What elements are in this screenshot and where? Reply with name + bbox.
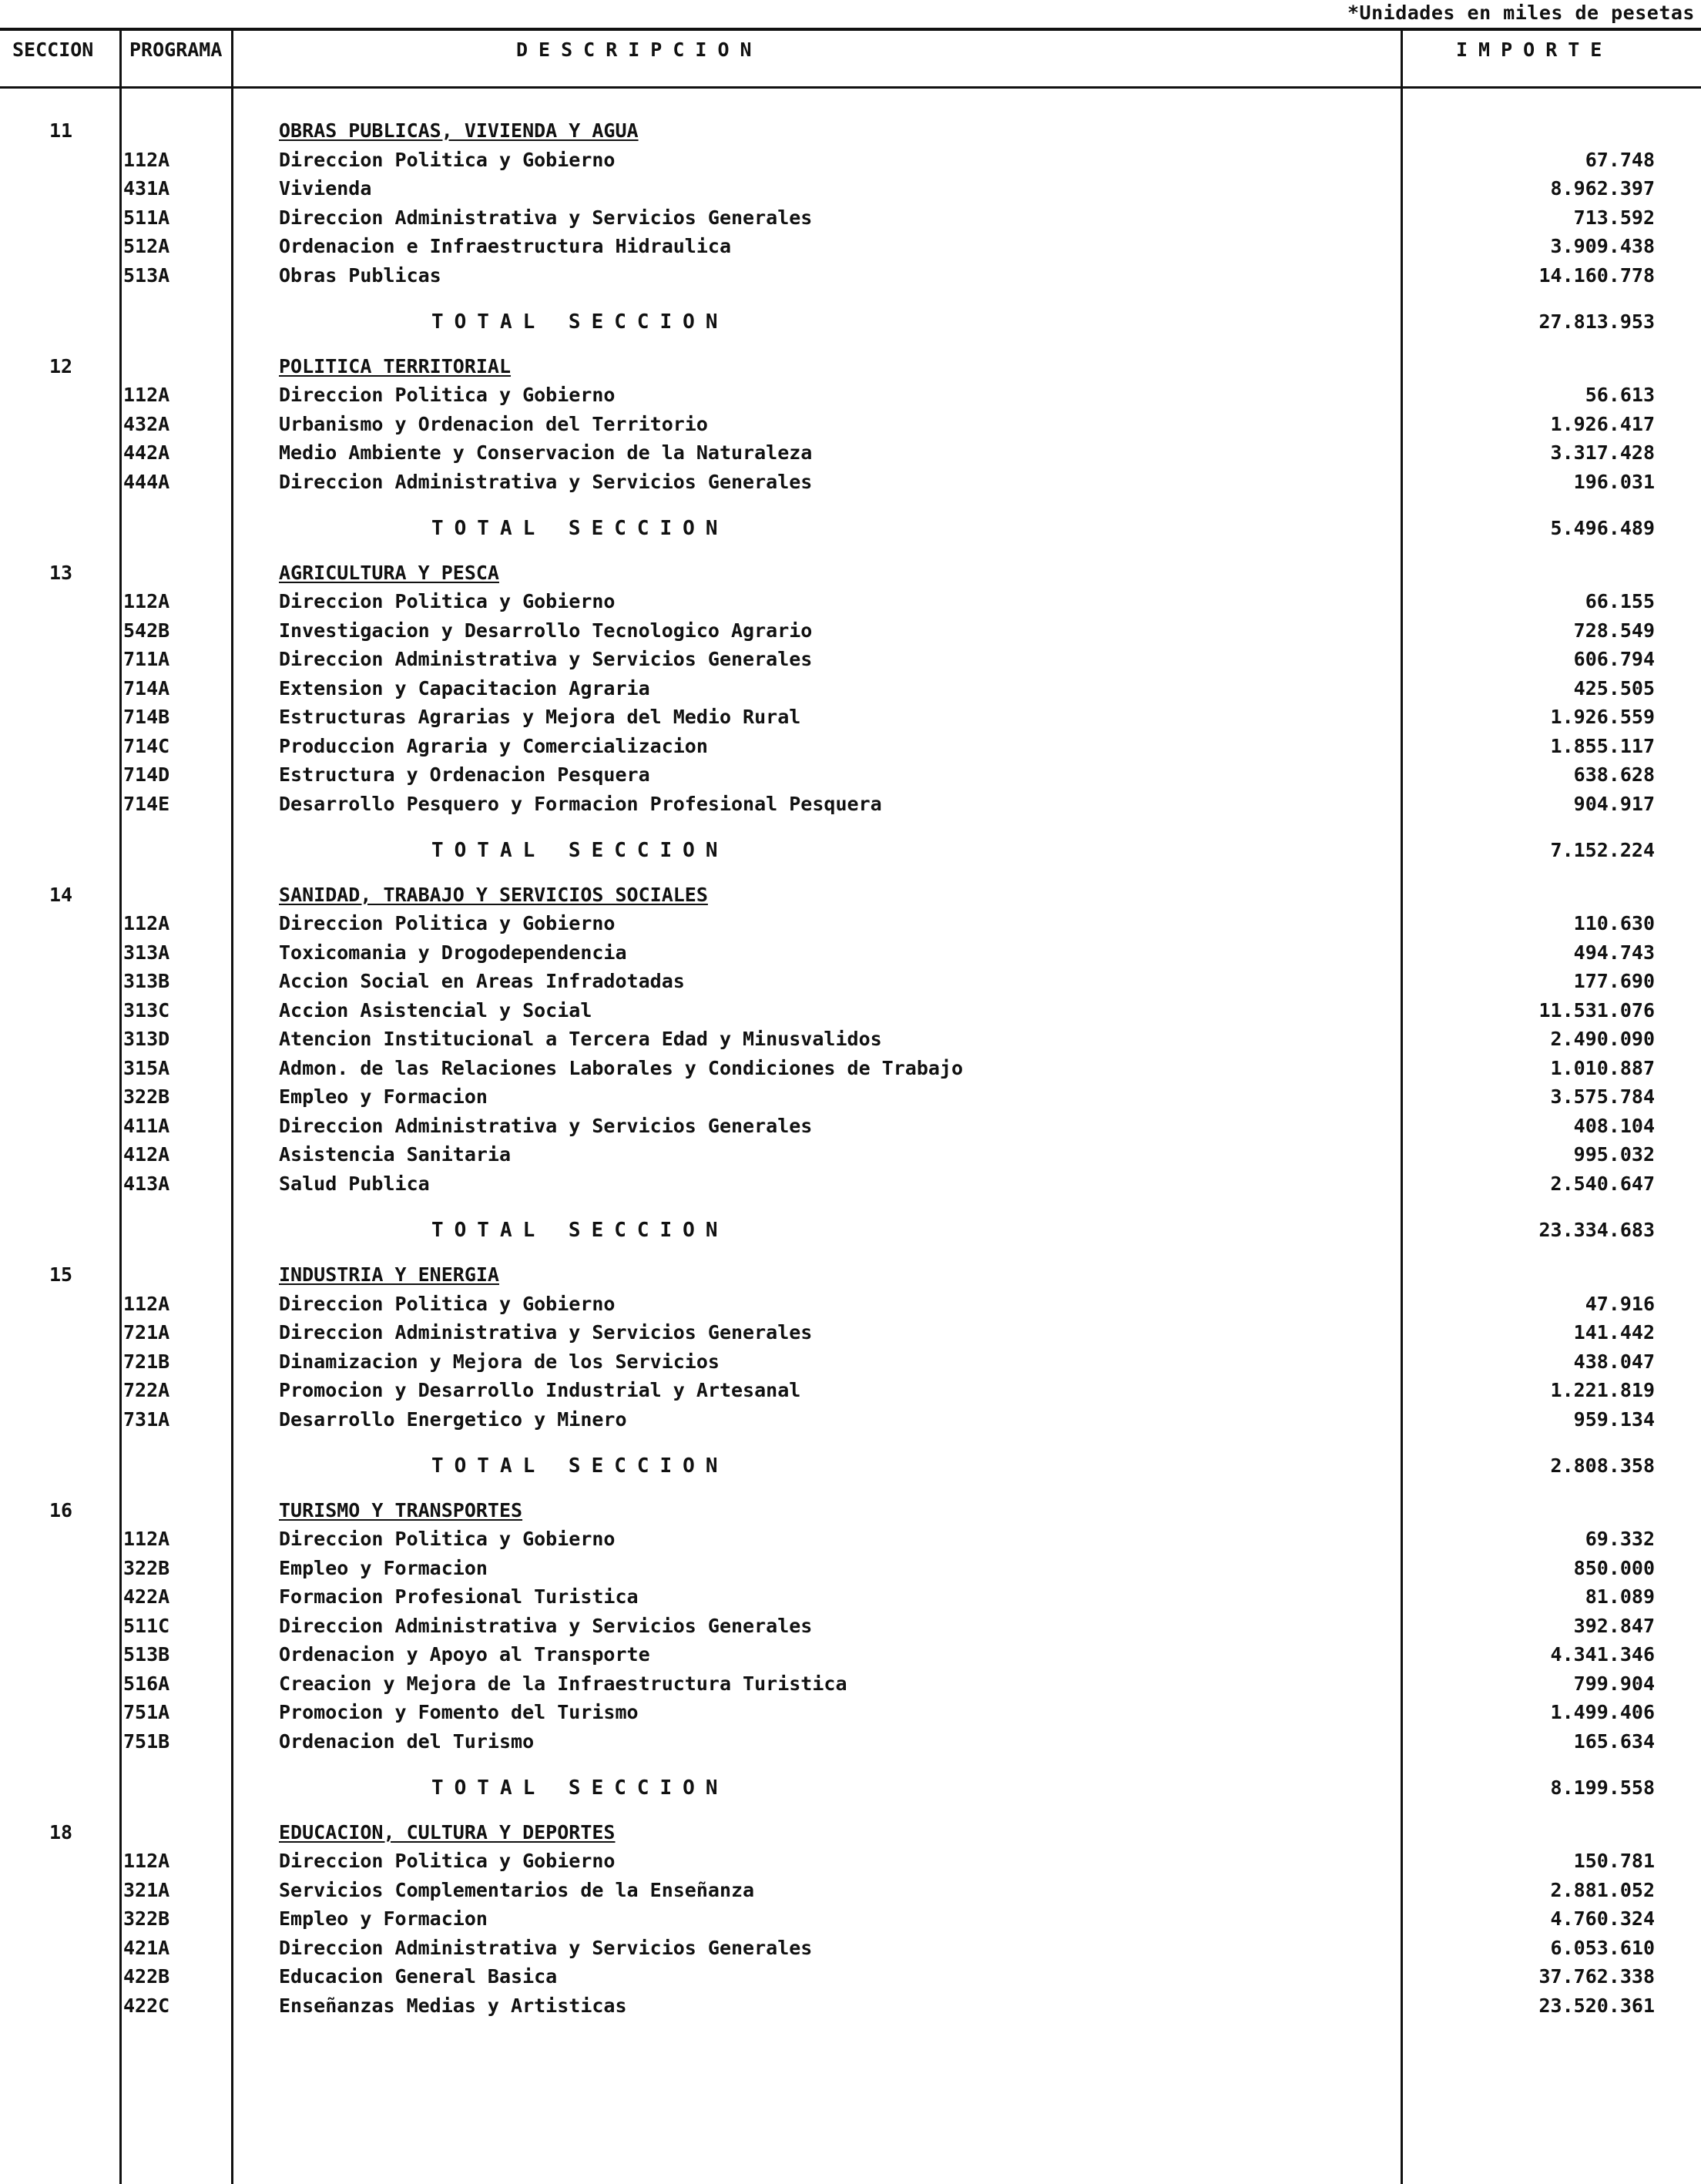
- program-description: Medio Ambiente y Conservacion de la Naturaleza: [279, 441, 813, 465]
- section-title: SANIDAD, TRABAJO Y SERVICIOS SOCIALES: [279, 883, 708, 906]
- program-code: 313C: [123, 998, 170, 1022]
- program-amount: 3.317.428: [1550, 441, 1655, 465]
- program-row: [0, 617, 1701, 645]
- program-code: 313A: [123, 941, 170, 964]
- section-total-row: [0, 515, 1701, 542]
- program-description: Estructuras Agrarias y Mejora del Medio Rural: [279, 706, 801, 729]
- section-total-row: [0, 1216, 1701, 1244]
- program-row: [0, 381, 1701, 409]
- program-description: Direccion Administrativa y Servicios Generales: [279, 1321, 813, 1344]
- section-title: EDUCACION, CULTURA Y DEPORTES: [279, 1820, 616, 1843]
- program-description: Estructura y Ordenacion Pesquera: [279, 763, 650, 787]
- program-row: [0, 1112, 1701, 1140]
- section-heading-row: [0, 881, 1701, 909]
- section-title: AGRICULTURA Y PESCA: [279, 561, 499, 584]
- program-amount: 56.613: [1585, 384, 1655, 407]
- program-row: [0, 790, 1701, 818]
- section-heading-row: [0, 1819, 1701, 1847]
- section-total-row: [0, 308, 1701, 336]
- total-seccion-label: TOTAL SECCION: [431, 1454, 729, 1478]
- program-amount: 728.549: [1573, 619, 1655, 642]
- program-row: [0, 703, 1701, 731]
- program-amount: 11.531.076: [1538, 998, 1655, 1022]
- program-row: [0, 1348, 1701, 1376]
- program-description: Ordenacion e Infraestructura Hidraulica: [279, 235, 731, 257]
- program-amount: 47.916: [1585, 1292, 1655, 1315]
- header-seccion: SECCION: [12, 39, 94, 61]
- program-description: Direccion Administrativa y Servicios Generales: [279, 470, 813, 493]
- section-total-row: [0, 1452, 1701, 1480]
- program-amount: 141.442: [1573, 1321, 1655, 1344]
- section-number: 16: [49, 1498, 73, 1521]
- program-description: Atencion Institucional a Tercera Edad y Minusvalidos: [279, 1028, 882, 1051]
- program-description: Direccion Administrativa y Servicios Generales: [279, 648, 813, 671]
- program-row: [0, 1963, 1701, 1991]
- program-code: 322B: [123, 1085, 170, 1109]
- program-description: Direccion Politica y Gobierno: [279, 1850, 616, 1873]
- program-amount: 425.505: [1573, 676, 1655, 699]
- section-title: POLITICA TERRITORIAL: [279, 354, 512, 377]
- header-descripcion: DESCRIPCION: [516, 39, 763, 61]
- program-description: Creacion y Mejora de la Infraestructura Turistica: [279, 1672, 847, 1695]
- header-programa: PROGRAMA: [129, 39, 223, 61]
- program-amount: 2.540.647: [1550, 1172, 1655, 1195]
- program-amount: 69.332: [1585, 1528, 1655, 1551]
- program-code: 313B: [123, 970, 170, 993]
- total-seccion-label: TOTAL SECCION: [431, 310, 729, 334]
- program-description: Empleo y Formacion: [279, 1907, 488, 1931]
- program-amount: 67.748: [1585, 148, 1655, 171]
- program-row: [0, 675, 1701, 703]
- program-amount: 438.047: [1573, 1350, 1655, 1373]
- program-description: Promocion y Desarrollo Industrial y Artesanal: [279, 1379, 801, 1401]
- program-description: Asistencia Sanitaria: [279, 1143, 512, 1166]
- section-total-amount: 23.334.683: [1538, 1218, 1655, 1241]
- program-row: [0, 1406, 1701, 1434]
- program-amount: 392.847: [1573, 1614, 1655, 1637]
- program-amount: 1.499.406: [1550, 1701, 1655, 1724]
- program-row: [0, 1583, 1701, 1611]
- section-number: 12: [49, 354, 73, 377]
- program-row: [0, 761, 1701, 789]
- program-row: [0, 1847, 1701, 1875]
- program-code: 413A: [123, 1172, 170, 1195]
- program-row: [0, 1525, 1701, 1553]
- section-total-amount: 27.813.953: [1538, 310, 1655, 333]
- program-amount: 494.743: [1573, 941, 1655, 964]
- program-description: Direccion Administrativa y Servicios Generales: [279, 1936, 813, 1959]
- total-seccion-label: TOTAL SECCION: [431, 1218, 729, 1242]
- units-note: *Unidades en miles de pesetas: [1347, 2, 1695, 24]
- program-amount: 23.520.361: [1538, 1994, 1655, 2017]
- program-code: 411A: [123, 1114, 170, 1137]
- program-row: [0, 262, 1701, 290]
- program-amount: 177.690: [1573, 970, 1655, 993]
- program-code: 751A: [123, 1701, 170, 1724]
- header-top-rule: [0, 28, 1701, 31]
- section-number: 15: [49, 1263, 73, 1286]
- program-description: Direccion Administrativa y Servicios Generales: [279, 1114, 813, 1137]
- program-code: 431A: [123, 177, 170, 200]
- program-code: 422B: [123, 1965, 170, 1988]
- program-row: [0, 411, 1701, 438]
- program-description: Extension y Capacitacion Agraria: [279, 676, 650, 699]
- section-title: INDUSTRIA Y ENERGIA: [279, 1263, 499, 1286]
- section-total-amount: 5.496.489: [1550, 516, 1655, 539]
- program-row: [0, 1992, 1701, 2020]
- program-code: 513B: [123, 1643, 170, 1666]
- program-code: 432A: [123, 412, 170, 435]
- section-heading-row: [0, 117, 1701, 145]
- program-code: 112A: [123, 590, 170, 613]
- section-total-row: [0, 1774, 1701, 1802]
- program-amount: 150.781: [1573, 1850, 1655, 1873]
- program-row: [0, 1083, 1701, 1111]
- program-description: Educacion General Basica: [279, 1965, 558, 1988]
- program-amount: 4.341.346: [1550, 1643, 1655, 1666]
- program-description: Produccion Agraria y Comercializacion: [279, 734, 708, 757]
- program-row: [0, 1877, 1701, 1904]
- total-seccion-label: TOTAL SECCION: [431, 1776, 729, 1800]
- program-code: 714C: [123, 734, 170, 757]
- program-description: Desarrollo Pesquero y Formacion Profesional Pesquera: [279, 792, 882, 815]
- program-code: 421A: [123, 1936, 170, 1959]
- program-code: 721A: [123, 1321, 170, 1344]
- program-code: 512A: [123, 235, 170, 257]
- program-description: Promocion y Fomento del Turismo: [279, 1701, 639, 1724]
- program-row: [0, 910, 1701, 938]
- program-code: 322B: [123, 1907, 170, 1931]
- program-code: 714D: [123, 763, 170, 787]
- section-total-amount: 8.199.558: [1550, 1776, 1655, 1799]
- program-code: 313D: [123, 1028, 170, 1051]
- section-total-amount: 2.808.358: [1550, 1454, 1655, 1477]
- section-heading-row: [0, 353, 1701, 381]
- program-row: [0, 1141, 1701, 1169]
- program-description: Direccion Politica y Gobierno: [279, 384, 616, 407]
- program-code: 542B: [123, 619, 170, 642]
- program-code: 422C: [123, 1994, 170, 2017]
- program-code: 322B: [123, 1556, 170, 1579]
- program-code: 714A: [123, 676, 170, 699]
- program-row: [0, 588, 1701, 616]
- program-description: Direccion Politica y Gobierno: [279, 1292, 616, 1315]
- section-total-row: [0, 837, 1701, 864]
- program-row: [0, 1170, 1701, 1198]
- program-description: Investigacion y Desarrollo Tecnologico Agrario: [279, 619, 813, 642]
- program-row: [0, 204, 1701, 232]
- program-row: [0, 1377, 1701, 1404]
- program-row: [0, 1025, 1701, 1053]
- program-description: Dinamizacion y Mejora de los Servicios: [279, 1350, 720, 1373]
- section-total-amount: 7.152.224: [1550, 838, 1655, 861]
- section-number: 18: [49, 1820, 73, 1843]
- header-importe: IMPORTE: [1456, 39, 1613, 61]
- program-description: Direccion Politica y Gobierno: [279, 590, 616, 613]
- program-code: 714E: [123, 792, 170, 815]
- program-row: [0, 146, 1701, 174]
- program-row: [0, 968, 1701, 995]
- total-seccion-label: TOTAL SECCION: [431, 516, 729, 540]
- program-description: Direccion Politica y Gobierno: [279, 912, 616, 935]
- program-row: [0, 1319, 1701, 1347]
- program-row: [0, 1055, 1701, 1082]
- program-code: 442A: [123, 441, 170, 465]
- program-code: 722A: [123, 1379, 170, 1401]
- program-row: [0, 1934, 1701, 1962]
- program-description: Enseñanzas Medias y Artisticas: [279, 1994, 627, 2017]
- program-description: Toxicomania y Drogodependencia: [279, 941, 627, 964]
- header-bottom-rule: [0, 86, 1701, 89]
- program-code: 112A: [123, 148, 170, 171]
- program-row: [0, 646, 1701, 673]
- program-code: 112A: [123, 384, 170, 407]
- program-row: [0, 1641, 1701, 1669]
- program-description: Empleo y Formacion: [279, 1556, 488, 1579]
- program-amount: 904.917: [1573, 792, 1655, 815]
- program-code: 422A: [123, 1585, 170, 1609]
- section-number: 11: [49, 119, 73, 142]
- program-description: Direccion Administrativa y Servicios Generales: [279, 206, 813, 229]
- program-amount: 196.031: [1573, 470, 1655, 493]
- section-heading-row: [0, 559, 1701, 587]
- program-description: Desarrollo Energetico y Minero: [279, 1407, 627, 1431]
- program-description: Obras Publicas: [279, 263, 441, 287]
- program-amount: 606.794: [1573, 648, 1655, 671]
- program-row: [0, 939, 1701, 967]
- program-amount: 66.155: [1585, 590, 1655, 613]
- program-amount: 959.134: [1573, 1407, 1655, 1431]
- section-heading-row: [0, 1497, 1701, 1525]
- program-code: 751B: [123, 1729, 170, 1753]
- section-title: TURISMO Y TRANSPORTES: [279, 1498, 523, 1521]
- program-amount: 6.053.610: [1550, 1936, 1655, 1959]
- program-code: 714B: [123, 706, 170, 729]
- program-code: 112A: [123, 1292, 170, 1315]
- program-description: Direccion Politica y Gobierno: [279, 148, 616, 171]
- program-row: [0, 1555, 1701, 1582]
- program-description: Vivienda: [279, 177, 372, 200]
- section-title: OBRAS PUBLICAS, VIVIENDA Y AGUA: [279, 119, 639, 142]
- program-description: Admon. de las Relaciones Laborales y Condiciones de Trabajo: [279, 1056, 964, 1079]
- program-code: 513A: [123, 263, 170, 287]
- program-code: 511A: [123, 206, 170, 229]
- program-row: [0, 997, 1701, 1025]
- program-description: Empleo y Formacion: [279, 1085, 488, 1109]
- program-amount: 1.926.559: [1550, 706, 1655, 729]
- program-code: 516A: [123, 1672, 170, 1695]
- section-number: 13: [49, 561, 73, 584]
- program-row: [0, 733, 1701, 760]
- program-amount: 8.962.397: [1550, 177, 1655, 200]
- program-row: [0, 1612, 1701, 1640]
- program-row: [0, 1905, 1701, 1933]
- program-amount: 3.575.784: [1550, 1085, 1655, 1109]
- program-description: Direccion Politica y Gobierno: [279, 1528, 616, 1551]
- program-row: [0, 233, 1701, 260]
- program-description: Salud Publica: [279, 1172, 430, 1195]
- program-amount: 1.010.887: [1550, 1056, 1655, 1079]
- program-amount: 713.592: [1573, 206, 1655, 229]
- program-code: 444A: [123, 470, 170, 493]
- program-amount: 850.000: [1573, 1556, 1655, 1579]
- program-row: [0, 175, 1701, 203]
- program-amount: 110.630: [1573, 912, 1655, 935]
- program-code: 731A: [123, 1407, 170, 1431]
- program-amount: 995.032: [1573, 1143, 1655, 1166]
- program-code: 511C: [123, 1614, 170, 1637]
- program-row: [0, 1290, 1701, 1318]
- program-row: [0, 1699, 1701, 1726]
- program-amount: 3.909.438: [1550, 235, 1655, 257]
- section-heading-row: [0, 1261, 1701, 1289]
- program-row: [0, 439, 1701, 467]
- program-code: 321A: [123, 1878, 170, 1901]
- program-row: [0, 1728, 1701, 1756]
- program-description: Accion Social en Areas Infradotadas: [279, 970, 685, 993]
- program-code: 112A: [123, 912, 170, 935]
- program-row: [0, 468, 1701, 496]
- program-description: Formacion Profesional Turistica: [279, 1585, 639, 1609]
- program-description: Servicios Complementarios de la Enseñanza: [279, 1878, 755, 1901]
- program-amount: 799.904: [1573, 1672, 1655, 1695]
- program-amount: 408.104: [1573, 1114, 1655, 1137]
- program-amount: 1.855.117: [1550, 734, 1655, 757]
- program-code: 412A: [123, 1143, 170, 1166]
- program-amount: 1.926.417: [1550, 412, 1655, 435]
- program-code: 112A: [123, 1528, 170, 1551]
- program-amount: 37.762.338: [1538, 1965, 1655, 1988]
- program-amount: 81.089: [1585, 1585, 1655, 1609]
- program-description: Direccion Administrativa y Servicios Generales: [279, 1614, 813, 1637]
- program-amount: 4.760.324: [1550, 1907, 1655, 1931]
- program-amount: 2.881.052: [1550, 1878, 1655, 1901]
- program-code: 721B: [123, 1350, 170, 1373]
- program-amount: 14.160.778: [1538, 263, 1655, 287]
- program-description: Ordenacion del Turismo: [279, 1729, 535, 1753]
- program-code: 315A: [123, 1056, 170, 1079]
- program-row: [0, 1670, 1701, 1698]
- section-number: 14: [49, 883, 73, 906]
- program-description: Urbanismo y Ordenacion del Territorio: [279, 412, 708, 435]
- program-amount: 2.490.090: [1550, 1028, 1655, 1051]
- program-code: 112A: [123, 1850, 170, 1873]
- program-code: 711A: [123, 648, 170, 671]
- program-amount: 165.634: [1573, 1729, 1655, 1753]
- program-description: Accion Asistencial y Social: [279, 998, 592, 1022]
- program-description: Ordenacion y Apoyo al Transporte: [279, 1643, 650, 1666]
- total-seccion-label: TOTAL SECCION: [431, 838, 729, 862]
- program-amount: 1.221.819: [1550, 1379, 1655, 1401]
- program-amount: 638.628: [1573, 763, 1655, 787]
